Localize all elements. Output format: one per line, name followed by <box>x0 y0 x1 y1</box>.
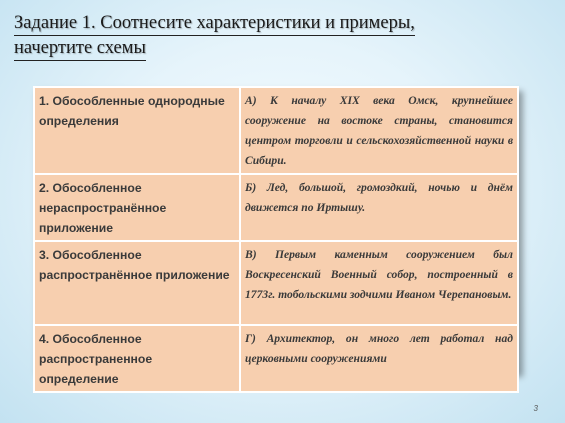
example-cell: Г) Архитектор, он много лет работал над церковными сооружениями <box>240 325 518 392</box>
table-row <box>34 87 518 174</box>
title-line-2: начертите схемы <box>14 36 146 61</box>
example-cell: А) К началу XIX века Омск, крупнейшее сооружение на востоке страны, становится центром торговли и сельскохозяйственной науки в Сибири. <box>240 87 518 174</box>
example-cell: В) Первым каменным сооружением был Воскресенский Военный собор, построенный в 1773г. тобольскими зодчими Иваном Черепановым. <box>240 241 518 325</box>
table-row <box>34 241 518 325</box>
characteristic-cell: 2. Обособленное нераспространённое приложение <box>34 174 240 241</box>
characteristic-cell: 1. Обособленные однородные определения <box>34 87 240 174</box>
example-cell: Б) Лед, большой, громоздкий, ночью и днём движется по Иртышу. <box>240 174 518 241</box>
page-number: 3 <box>533 404 538 413</box>
characteristic-cell: 3. Обособленное распространённое приложение <box>34 241 240 325</box>
characteristic-cell: 4. Обособленное распространенное определение <box>34 325 240 392</box>
title-line-1: Задание 1. Соотнесите характеристики и примеры, <box>14 11 415 36</box>
table-row <box>34 325 518 392</box>
slide-title <box>14 11 534 61</box>
matching-table <box>33 86 519 393</box>
table-row <box>34 174 518 241</box>
matching-table-container <box>33 86 519 386</box>
